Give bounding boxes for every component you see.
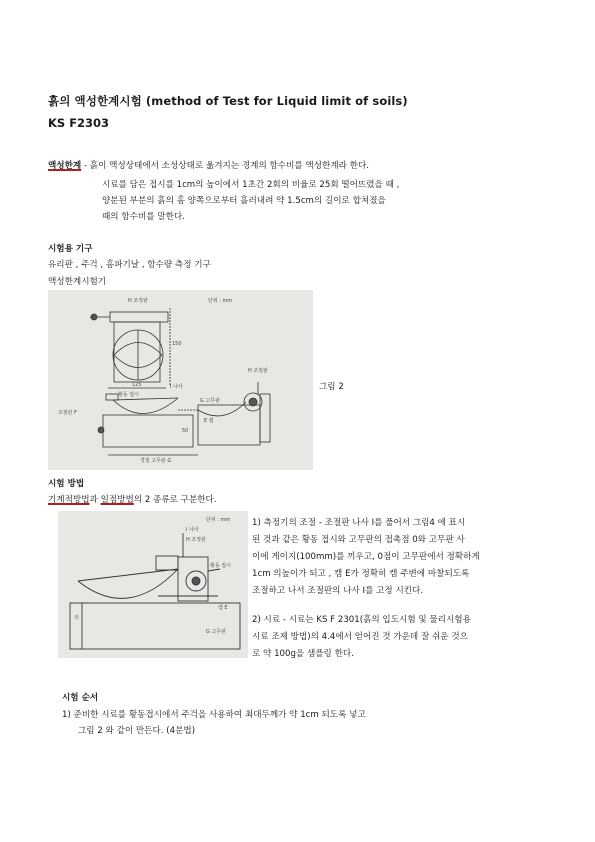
fig2-mark-label: 의 xyxy=(74,615,79,621)
definition-text-3: 때의 함수비를 말한다. xyxy=(102,212,185,222)
method-types-post: 의 2 종류로 구분한다. xyxy=(133,495,217,505)
equipment-items: 유리판 , 주걱 , 홈파기날 , 함수량 측정 기구 xyxy=(48,260,211,270)
fig1-dim-125: 125 xyxy=(132,382,142,388)
method-heading: 시험 방법 xyxy=(48,479,85,489)
method-type-mechanical: 기계적방법 xyxy=(48,495,90,505)
step2-line-3: 로 약 100g을 샘플링 한다. xyxy=(252,649,354,659)
apparatus-side-figure xyxy=(58,511,248,658)
definition-text-2: 양분된 부분의 흙의 홈 양쪽으로부터 흘러내려 약 1.5cm의 길이로 합쳐졌을 xyxy=(102,196,386,206)
fig1-rubber-label: G 고무판 xyxy=(200,398,220,404)
equipment-device: 액성한계시험기 xyxy=(48,277,107,287)
definition-text-1: 시료를 담은 접시를 1cm의 높이에서 1초간 2회의 비율로 25회 떨어뜨렸을 때 , xyxy=(102,180,400,190)
fig1-h-adjust2-label: H 조절판 xyxy=(248,368,268,374)
procedure-line-1: 1) 준비한 시료를 황동접시에서 주걱을 사용하여 최대두께가 약 1cm 되도록 넣고 xyxy=(62,710,366,720)
step1-line-2: 된 것과 같은 황동 접시와 고무판의 접촉점 0와 고무판 사 xyxy=(252,535,465,545)
step1-line-4: 1cm 의높이가 되고 , 캠 E가 정확히 캠 주변에 마찰되도록 xyxy=(252,569,470,579)
fig2-h-adjust-label: H 조정판 xyxy=(186,537,206,543)
figure1-caption: 그림 2 xyxy=(319,382,344,392)
procedure-heading: 시험 순서 xyxy=(62,693,99,703)
step2-line-1: 2) 시료 - 시료는 KS F 2301(흙의 입도시험 및 물리시험용 xyxy=(252,615,471,625)
step1-line-5: 조절하고 나서 조절판의 나사 I를 고정 시킨다. xyxy=(252,586,424,596)
fig1-rubber-base-label: 경질 고무판 G xyxy=(140,458,172,464)
liquid-limit-apparatus-figure xyxy=(48,290,313,470)
fig1-dim-150: 150 xyxy=(172,341,182,347)
fig1-cam-label: E 캠 xyxy=(204,418,214,424)
step1-line-1: 1) 측정기의 조절 - 조절판 나사 I를 풀어서 그림4 에 표시 xyxy=(252,518,466,528)
fig1-h-adjust-label: H 조정판 xyxy=(128,298,148,304)
fig2-cam-label: 캠 E xyxy=(218,605,228,611)
fig1-dim-50: 50 xyxy=(182,428,189,434)
definition-line xyxy=(48,159,369,171)
fig2-i-screw-label: I 나사 xyxy=(186,527,199,533)
step2-line-2: 시료 조제 방법)의 4.4에서 얻어진 것 가운데 잘 쉬운 것으 xyxy=(252,632,468,642)
fig1-adjust-f-label: 조절판 F xyxy=(58,410,77,416)
procedure-line-2: 그림 2 와 같이 만든다. (4분법) xyxy=(78,726,196,736)
fig2-rubber-label: G 고무판 xyxy=(206,629,226,635)
equipment-heading: 시험용 기구 xyxy=(48,244,93,254)
method-types xyxy=(48,493,217,505)
fig2-cup-label: 황동 접시 xyxy=(210,563,231,569)
definition-lead: - 흙이 액성상태에서 소성상태로 옮겨지는 경계의 함수비를 액성한계라 한다. xyxy=(81,161,369,171)
definition-term: 액성한계 xyxy=(48,161,82,171)
page-title: 흙의 액성한계시험 (method of Test for Liquid limit of soils) xyxy=(48,94,408,108)
fig1-unit-label: 단위 : mm xyxy=(208,298,233,304)
step1-line-3: 이에 게이지(100mm)를 끼우고, 0점이 고무판에서 정확하게 xyxy=(252,552,480,562)
method-type-onepoint: 일점방법 xyxy=(100,495,134,505)
fig2-unit-label: 단위 : mm xyxy=(206,517,231,523)
standard-code: KS F2303 xyxy=(48,116,110,130)
fig1-i-screw-label: I 나사 xyxy=(170,384,183,390)
fig1-cup-label: 황동 접시 xyxy=(118,392,139,398)
method-type-mid: 과 xyxy=(89,495,101,505)
